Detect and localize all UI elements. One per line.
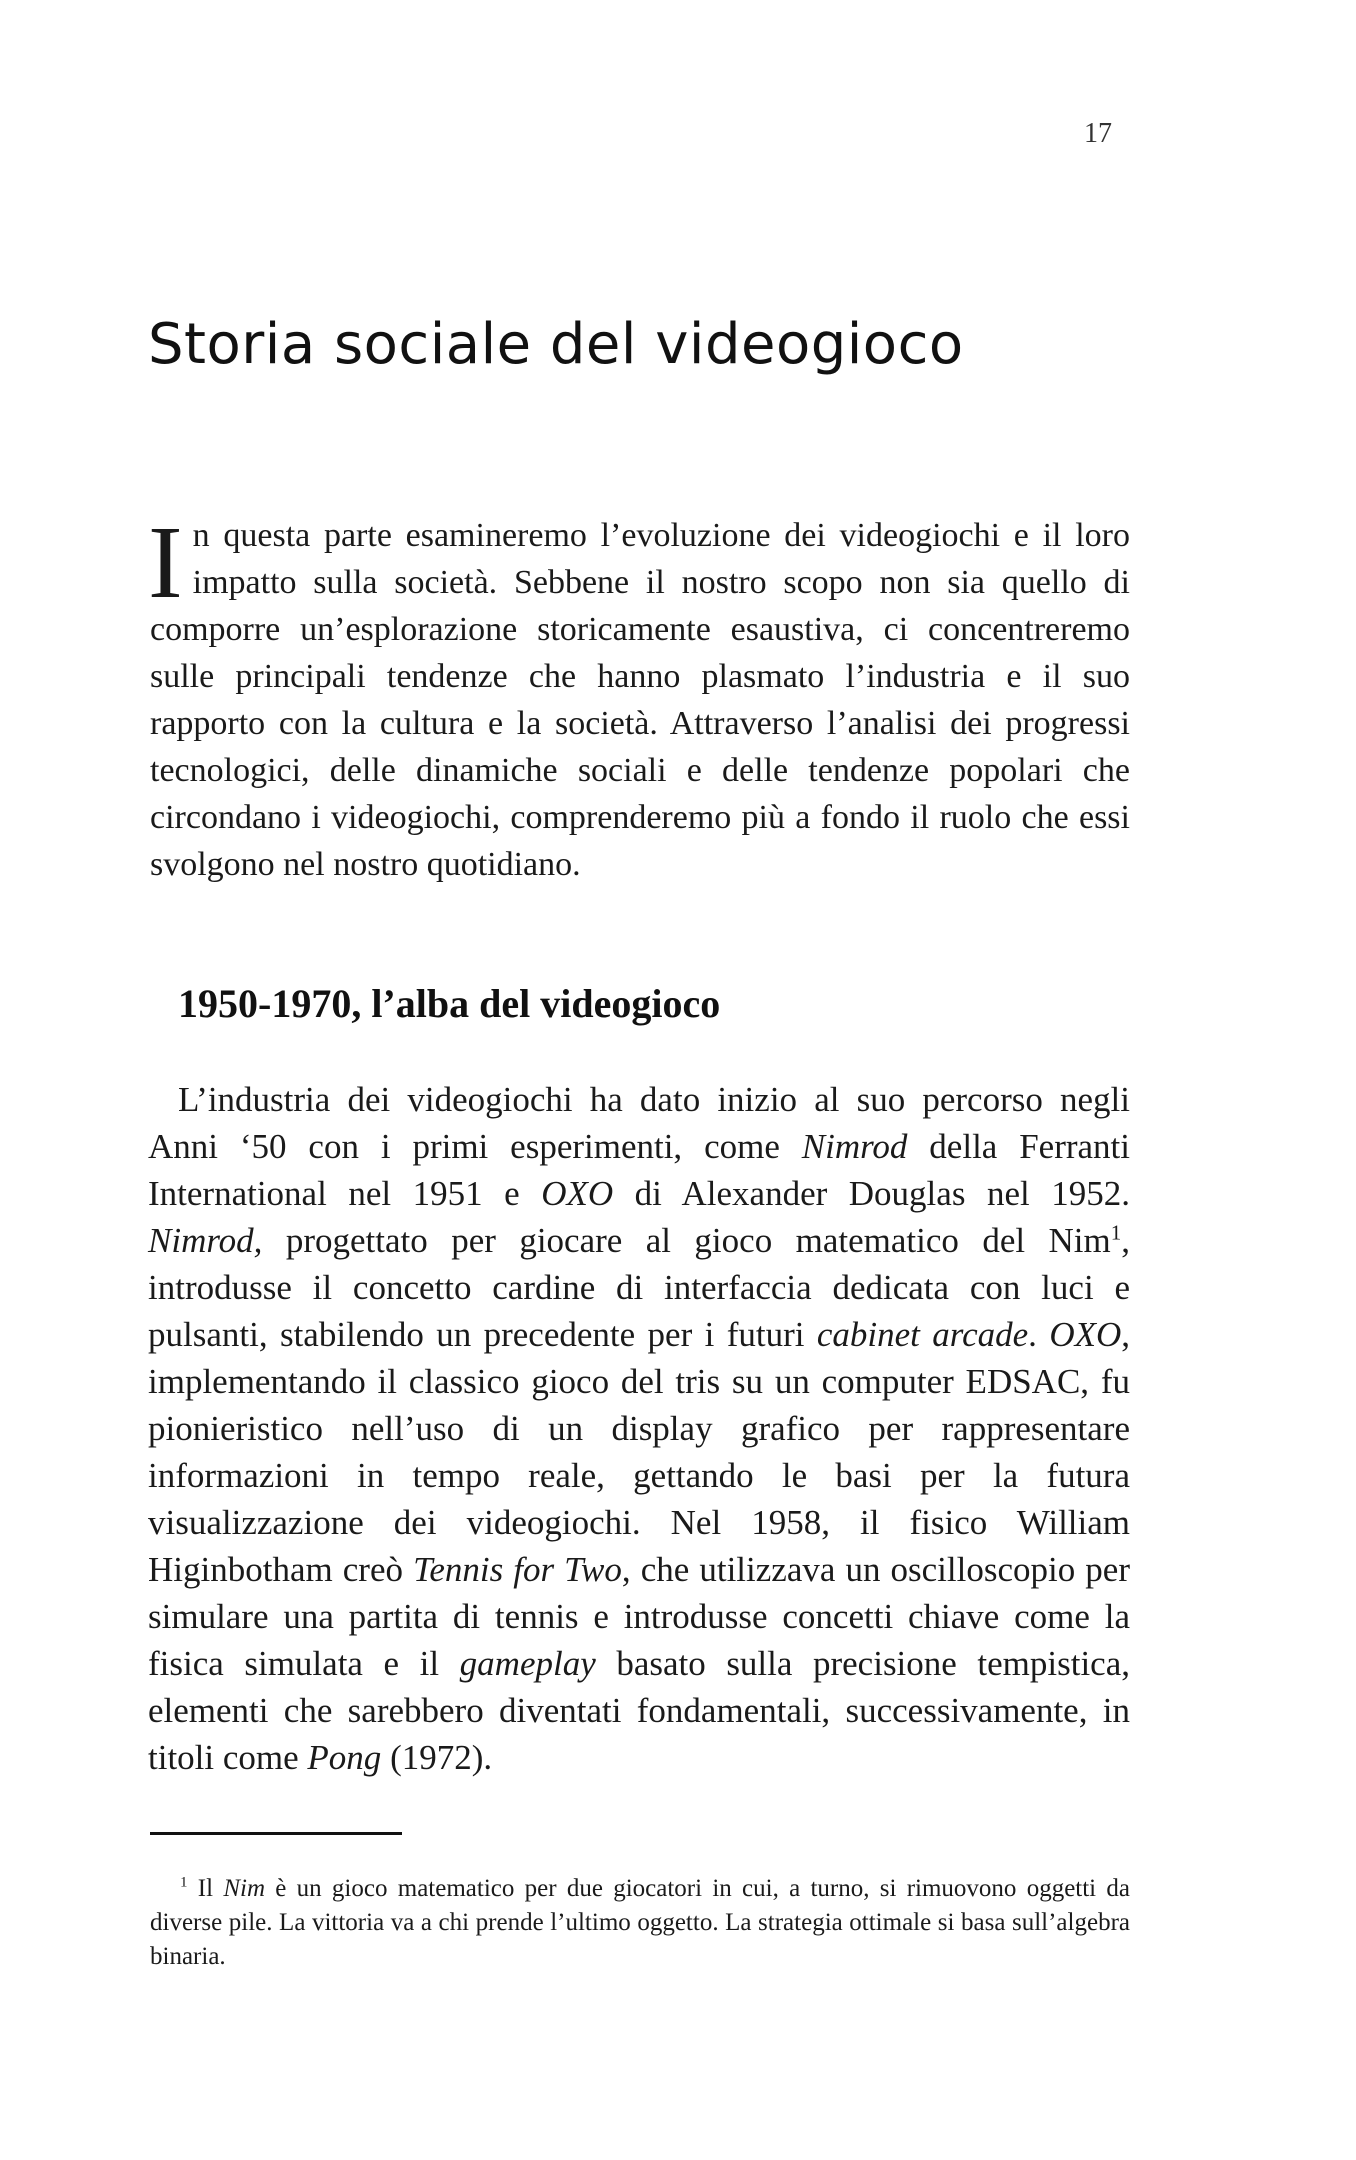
title-pong: Pong (307, 1738, 382, 1777)
footnote (150, 1872, 1130, 1974)
title-nimrod-2: Nimrod, (148, 1221, 263, 1260)
drop-cap: I (148, 505, 183, 620)
text-run: , introdusse il concetto cardine di interfaccia dedicata con luci e pulsanti, stabilendo un precedente per i futuri (148, 1221, 1130, 1354)
footnote-rule (150, 1832, 402, 1835)
intro-paragraph (148, 505, 1130, 888)
section-title: 1950-1970, l’alba del videogioco (178, 981, 721, 1026)
text-run: progettato per giocare al gioco matematico del Nim (262, 1221, 1111, 1260)
title-oxo-2: OXO (1049, 1315, 1122, 1354)
body-paragraph (148, 1076, 1130, 1781)
footnote-text: Il (187, 1875, 224, 1902)
title-oxo: OXO (541, 1174, 614, 1213)
text-run: L’industria dei videogiochi ha dato inizio al suo percorso negli Anni ‘50 con i primi esperimenti, come (148, 1080, 1130, 1166)
term-gameplay: gameplay (459, 1644, 596, 1683)
term-cabinet-arcade: cabinet arcade (816, 1315, 1029, 1354)
title-nimrod: Nimrod (801, 1127, 908, 1166)
text-run: basato sulla precisione tempistica, elementi che sarebbero diventati fondamentali, successivamente, in titoli come (148, 1644, 1130, 1777)
footnote-reference: 1 (1110, 1220, 1122, 1245)
title-tennis-for-two: Tennis for Two (413, 1550, 622, 1589)
text-run: . (1028, 1315, 1050, 1354)
footnote-marker: 1 (180, 1874, 188, 1891)
term-nim: Nim (223, 1875, 266, 1902)
footnote-text: è un gioco matematico per due giocatori in cui, a turno, si rimuovono oggetti da diverse pile. La vittoria va a chi prende l’ultimo oggetto. La strategia ottimale si basa sull’algebra binaria. (150, 1875, 1130, 1970)
intro-text: n questa parte esamineremo l’evoluzione dei videogiochi e il loro impatto sulla società. Sebbene il nostro scopo non sia quello di comporre un’esplorazione storicamente esaustiva, ci concentreremo sulle principali tendenze che hanno plasmato l’industria e il suo rapporto con la cultura e la società. Attraverso l’analisi dei progressi tecnologici, delle dinamiche sociali e delle tendenze popolari che circondano i videogiochi, comprenderemo più a fondo il ruolo che essi svolgono nel nostro quotidiano. (150, 517, 1130, 883)
text-run: di Alexander Douglas nel 1952. (613, 1174, 1131, 1213)
text-run: della Ferranti International nel 1951 e (148, 1127, 1131, 1213)
text-run: (1972). (381, 1738, 493, 1777)
page-number: 17 (1084, 118, 1112, 149)
text-run: , che utilizzava un oscilloscopio per simulare una partita di tennis e introdusse concetti chiave come la fisica simulata e il (148, 1550, 1130, 1683)
text-run: , implementando il classico gioco del tris su un computer EDSAC, fu pionieristico nell’uso di un display grafico per rappresentare informazioni in tempo reale, gettando le basi per la futura visualizzazione dei videogiochi. Nel 1958, il fisico William Higinbotham creò (148, 1315, 1130, 1589)
chapter-title: Storia sociale del videogioco (148, 312, 964, 377)
